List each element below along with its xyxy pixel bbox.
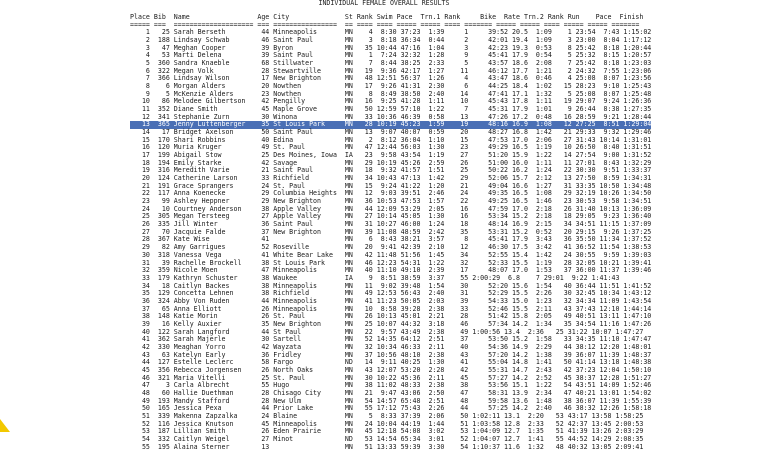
table-row[interactable]: 31 39 Rachelle Brockell 38 St Louis Park MN 46 12:23 54:31 1:22 32 52:33 15.5 1:19 28 32:05 10:21 1:39:41: [130, 258, 652, 267]
table-row[interactable]: 18 194 Emily Starke 42 Savage MN 29 10:19 45:26 2:59 26 51:00 16.0 1:11 11 27:01 8:43 1:32:29: [130, 158, 652, 167]
table-row[interactable]: 50 165 Jessica Pexa 44 Prior Lake MN 55 17:12 75:43 2:26 44 57:25 14.2 2:40 46 38:32 12:26 1:58:18: [130, 404, 652, 413]
table-row[interactable]: 20 124 Catherine Larson 33 Richfield MN 34 10:43 47:13 1:42 29 52:06 15.7 2:12 13 27:50 8:59 1:34:31: [130, 174, 652, 183]
table-row[interactable]: 44 127 Estelle Leclerc 58 Fargo ND 14 9:11 40:25 1:30 41 55:04 14.8 1:41 50 41:14 13:18 1:48:38: [130, 358, 652, 367]
table-row[interactable]: 35 129 Concetta Lehnen 38 Richfield MN 49 12:53 56:43 2:40 31 52:29 15.5 2:26 30 32:45 10:34 1:43:12: [130, 289, 652, 298]
table-row[interactable]: 36 324 Abby Von Ruden 44 Minneapolis MN 41 11:23 50:05 2:03 39 54:33 15.0 1:23 32 34:34 11:09 1:43:54: [130, 296, 652, 305]
table-row[interactable]: 28 367 Kate Wise 41 MN 6 8:43 38:21 3:57 8 45:41 17.9 3:43 36 35:50 11:34 1:37:52: [130, 235, 652, 244]
table-row[interactable]: 38 148 Katie Morin 26 St. Paul MN 26 10:13 45:01 2:21 28 51:42 15.8 2:05 49 40:51 13:11 1:47:10: [130, 312, 652, 321]
results-table: [130, 14, 651, 451]
table-row[interactable]: 1 25 Sarah Berseth 44 Minneapolis MN 4 8:30 37:23 1:39 1 39:52 20.5 1:09 1 23:54 7:43 1:15:02: [130, 28, 652, 37]
table-row-selected[interactable]: 13 365 Jenny Luttenberger 35 St Louis Park MN 28 10:19 45:23 1:59 19 48:16 16.9 1:08 12 27:25 8:51 1:29:04: [130, 120, 652, 129]
table-row[interactable]: 3 47 Meghan Cooper 39 Byron MN 35 10:44 47:16 1:04 3 42:23 19.3 0:53 8 25:42 8:18 1:20:44: [130, 43, 652, 52]
mouse-cursor-icon: [0, 419, 10, 432]
table-row[interactable]: 25 305 Megan Tersteeg 27 Apple Valley MN 27 10:14 45:05 1:30 16 53:34 15.2 2:18 18 29:05 9:23 1:36:40: [130, 212, 652, 221]
table-row[interactable]: 41 362 Sarah Majerle 30 Sartell MN 52 14:35 64:12 2:51 37 53:50 15.2 1:58 33 34:35 11:10 1:47:47: [130, 335, 652, 344]
table-row[interactable]: 48 60 Hallie Duethman 28 Chisago City MN 21 9:47 43:06 2:50 47 58:31 13.9 2:34 47 40:21 13:01 1:54:02: [130, 388, 652, 397]
table-row[interactable]: 29 82 Amy Garrigues 52 Roseville MN 20 9:41 42:39 2:10 12 46:30 17.5 3:42 41 36:52 11:54 1:38:53: [130, 243, 652, 252]
table-row[interactable]: 21 191 Grace Sprangers 24 St. Paul MN 15 9:24 41:22 1:20 21 49:04 16.6 1:27 31 33:35 10:50 1:34:48: [130, 181, 652, 190]
table-row[interactable]: 9 5 McKenzie Alders 23 Nowthen MN 8 8:49 38:50 2:40 14 47:41 17.1 1:32 5 25:08 8:07 1:25:48: [130, 89, 652, 98]
table-row[interactable]: 8 6 Morgan Alders 20 Nowthen MN 17 9:26 41:31 2:30 6 44:25 18.4 1:02 15 28:23 9:10 1:25:43: [130, 82, 652, 91]
table-row[interactable]: 17 199 Abigail Stow 25 Des Moines, Iowa IA 23 9:58 43:54 1:19 27 51:20 15.9 1:22 14 27:54 9:00 1:31:52: [130, 151, 652, 160]
table-row[interactable]: 16 120 Muria Kruger 49 St. Paul MN 47 12:44 56:03 1:30 23 49:29 16.5 1:19 10 26:50 8:40 1:31:51: [130, 143, 652, 152]
table-row[interactable]: 55 195 Alaina Sterner 13 MN 51 13:33 59:39 3:30 54 1:10:37 11.6 1:32 48 40:32 13:05 2:09:41: [130, 442, 644, 451]
table-row[interactable]: 19 316 Meredith Varie 21 Saint Paul MN 18 9:32 41:57 1:51 25 50:22 16.2 1:24 22 30:30 9:51 1:33:37: [130, 166, 652, 175]
table-row[interactable]: 43 63 Katelyn Early 36 Fridley MN 37 10:56 48:10 2:38 43 57:20 14.2 1:38 39 36:07 11:39 1:48:37: [130, 350, 652, 359]
table-row[interactable]: 52 116 Jessica Knutson 45 Minneapolis MN 24 10:04 44:19 1:44 51 1:03:58 12.8 2:33 52 42:37 13:45 2:00:53: [130, 419, 644, 428]
table-body: [130, 29, 651, 451]
table-row[interactable]: 5 360 Sandra Knaeble 68 Stillwater MN 7 8:44 38:25 2:33 5 43:57 18.6 2:08 7 25:42 8:18 1:23:03: [130, 59, 652, 68]
table-row[interactable]: 7 366 Lindsay Wilson 17 New Brighton MN 48 12:51 56:37 1:26 4 43:47 18.6 0:46 4 25:08 8:07 1:23:56: [130, 74, 652, 83]
table-row[interactable]: 2 188 Lindsay Schwab 46 Saint Paul MN 3 8:18 36:34 0:44 2 42:01 19.4 1:09 3 23:00 8:04 1:17:12: [130, 36, 652, 45]
table-row[interactable]: 39 16 Kelly Auxier 35 New Brighton MN 25 10:07 44:32 3:18 46 57:34 14.2 1:34 35 34:54 11:16 1:47:26: [130, 319, 652, 328]
table-row[interactable]: 27 70 Jacquie Falde 37 New Brighton MN 39 11:08 48:59 2:42 35 53:31 15.2 0:52 20 29:15 9:26 1:37:25: [130, 227, 652, 236]
table-row[interactable]: 40 122 Sarah Langford 44 St Paul MN 22 9:57 43:49 2:38 49 1:00:56 13.4 2:36 25 31:22 10:07 1:47:27: [130, 327, 644, 336]
table-row[interactable]: 34 18 Caitlyn Backes 38 Minneapolis MN 11 9:02 39:48 1:54 30 52:20 15.6 1:54 40 36:44 11:51 1:41:52: [130, 281, 652, 290]
table-row[interactable]: 11 352 Diane Smith 45 Maple Grove MN 50 12:59 57:10 1:22 7 45:31 17.9 1:01 9 26:44 8:38 1:27:35: [130, 105, 652, 114]
table-row[interactable]: 26 335 Jill Winter 36 Saint Paul MN 31 10:27 46:00 1:24 18 48:14 16.9 2:15 34 34:51 11:15 1:37:09: [130, 220, 652, 229]
table-row[interactable]: 51 339 Makenna Zapzalka 24 Blaine MN 5 8:33 37:39 2:06 50 1:02:11 13.1 2:20 53 43:17 13:58 1:58:25: [130, 411, 644, 420]
table-row[interactable]: 12 341 Stephanie Zurn 30 Winona MN 33 10:36 46:39 0:58 13 47:26 17.2 0:48 16 28:59 9:21 1:28:44: [130, 112, 652, 121]
table-header: Place Bib Name Age City St Rank Swim Pace Trn.1 Rank Bike Rate Trn.2 Rank Run Pace Finish: [130, 13, 644, 21]
table-separator: ===== === ==================== === ================ == ==== ==== ===== ===== ==== ======= ===== ===== ==== ===== ===== =======: [130, 20, 640, 29]
results-title: INDIVIDUAL FEMALE OVERALL RESULTS: [318, 0, 450, 7]
table-row[interactable]: 15 170 Shari Robbins 40 Edina MN 2 8:12 36:04 1:10 15 47:53 17.0 2:06 27 31:43 10:14 1:31:01: [130, 135, 652, 144]
table-row[interactable]: 46 321 Maria Vitelli 25 St. Paul MN 30 10:22 45:36 2:11 45 57:27 14.2 2:52 45 38:37 12:28 1:51:27: [130, 373, 652, 382]
table-row[interactable]: 53 187 Lillian Smith 26 Eden Prairie MN 45 12:18 54:08 3:02 53 1:04:09 12.7 1:35 51 41:39 13:26 2:03:29: [130, 427, 644, 436]
table-row[interactable]: 54 332 Caitlyn Weigel 27 Minot ND 53 14:54 65:34 3:01 52 1:04:07 12.7 1:41 55 44:52 14:29 2:08:35: [130, 434, 644, 443]
table-row[interactable]: 30 318 Vanessa Vega 41 White Bear Lake MN 42 11:48 51:56 1:45 34 52:55 15.4 1:42 24 30:55 9:59 1:39:03: [130, 250, 652, 259]
table-row[interactable]: 6 322 Megan Volk 28 Stewartville MN 19 9:36 42:17 1:27 11 46:12 17.7 1:21 2 24:32 7:55 1:23:06: [130, 66, 652, 75]
table-row[interactable]: 23 99 Ashley Heppner 29 New Brighton MN 36 10:53 47:53 1:57 22 49:25 16.5 1:46 23 30:53 9:58 1:34:51: [130, 197, 652, 206]
table-row[interactable]: 24 10 Courtney Anderson 38 Apple Valley MN 44 12:09 53:29 2:05 16 47:59 17.0 2:18 26 31:40 10:13 1:36:09: [130, 204, 652, 213]
table-row[interactable]: 4 53 Marti Delena 39 Saint Paul MN 1 7:24 32:32 1:28 9 45:41 17.9 0:54 5 25:32 8:15 1:20:57: [130, 51, 652, 60]
table-row[interactable]: 10 86 Melodee Gilbertson 42 Pengilly MN 16 9:25 41:28 1:11 10 45:43 17.8 1:11 19 29:07 9:24 1:26:36: [130, 97, 652, 106]
table-row[interactable]: 42 330 Meaghan Yorro 42 Wayzata MN 32 10:34 46:33 2:11 40 54:36 14.9 2:29 44 38:12 12:20 1:48:01: [130, 342, 652, 351]
table-row[interactable]: 49 193 Mandy Stafford 28 New Ulm MN 54 14:57 65:48 2:51 48 59:58 13.6 1:48 38 36:07 11:39 1:55:39: [130, 396, 652, 405]
table-row[interactable]: 47 3 Carla Albrecht 55 Hugo MN 38 11:02 48:33 2:38 38 53:56 15.1 1:22 54 43:51 14:09 1:52:46: [130, 381, 652, 390]
table-row[interactable]: 45 356 Rebecca Jorgensen 26 North Oaks MN 43 12:07 53:20 2:28 42 55:31 14.7 2:43 42 37:23 12:04 1:50:10: [130, 365, 652, 374]
table-row[interactable]: 37 65 Anna Elliott 26 Minneapolis MN 10 8:58 39:28 2:38 33 52:46 15.5 2:11 43 37:43 12:10 1:44:14: [130, 304, 652, 313]
table-row[interactable]: 22 117 Anna Koenecke 29 Columbia Heights MN 12 9:03 39:51 2:46 24 49:35 16.5 1:08 29 32:19 10:26 1:34:50: [130, 189, 652, 198]
table-row[interactable]: 14 17 Bridget Axelson 50 Saint Paul MN 13 9:07 40:07 0:59 20 48:27 16.8 1:42 21 29:33 9:32 1:29:46: [130, 128, 652, 137]
table-row[interactable]: 32 359 Nicole Moen 47 Minneapolis MN 40 11:10 49:10 2:39 17 48:07 17.0 1:53 37 36:00 11:37 1:39:46: [130, 266, 652, 275]
table-row[interactable]: 33 179 Kathryn Schuster 38 Waukee IA 9 8:51 38:59 3:37 55 2:00:29 6.8 7 29:01 9:22 1:41:43: [130, 273, 620, 282]
